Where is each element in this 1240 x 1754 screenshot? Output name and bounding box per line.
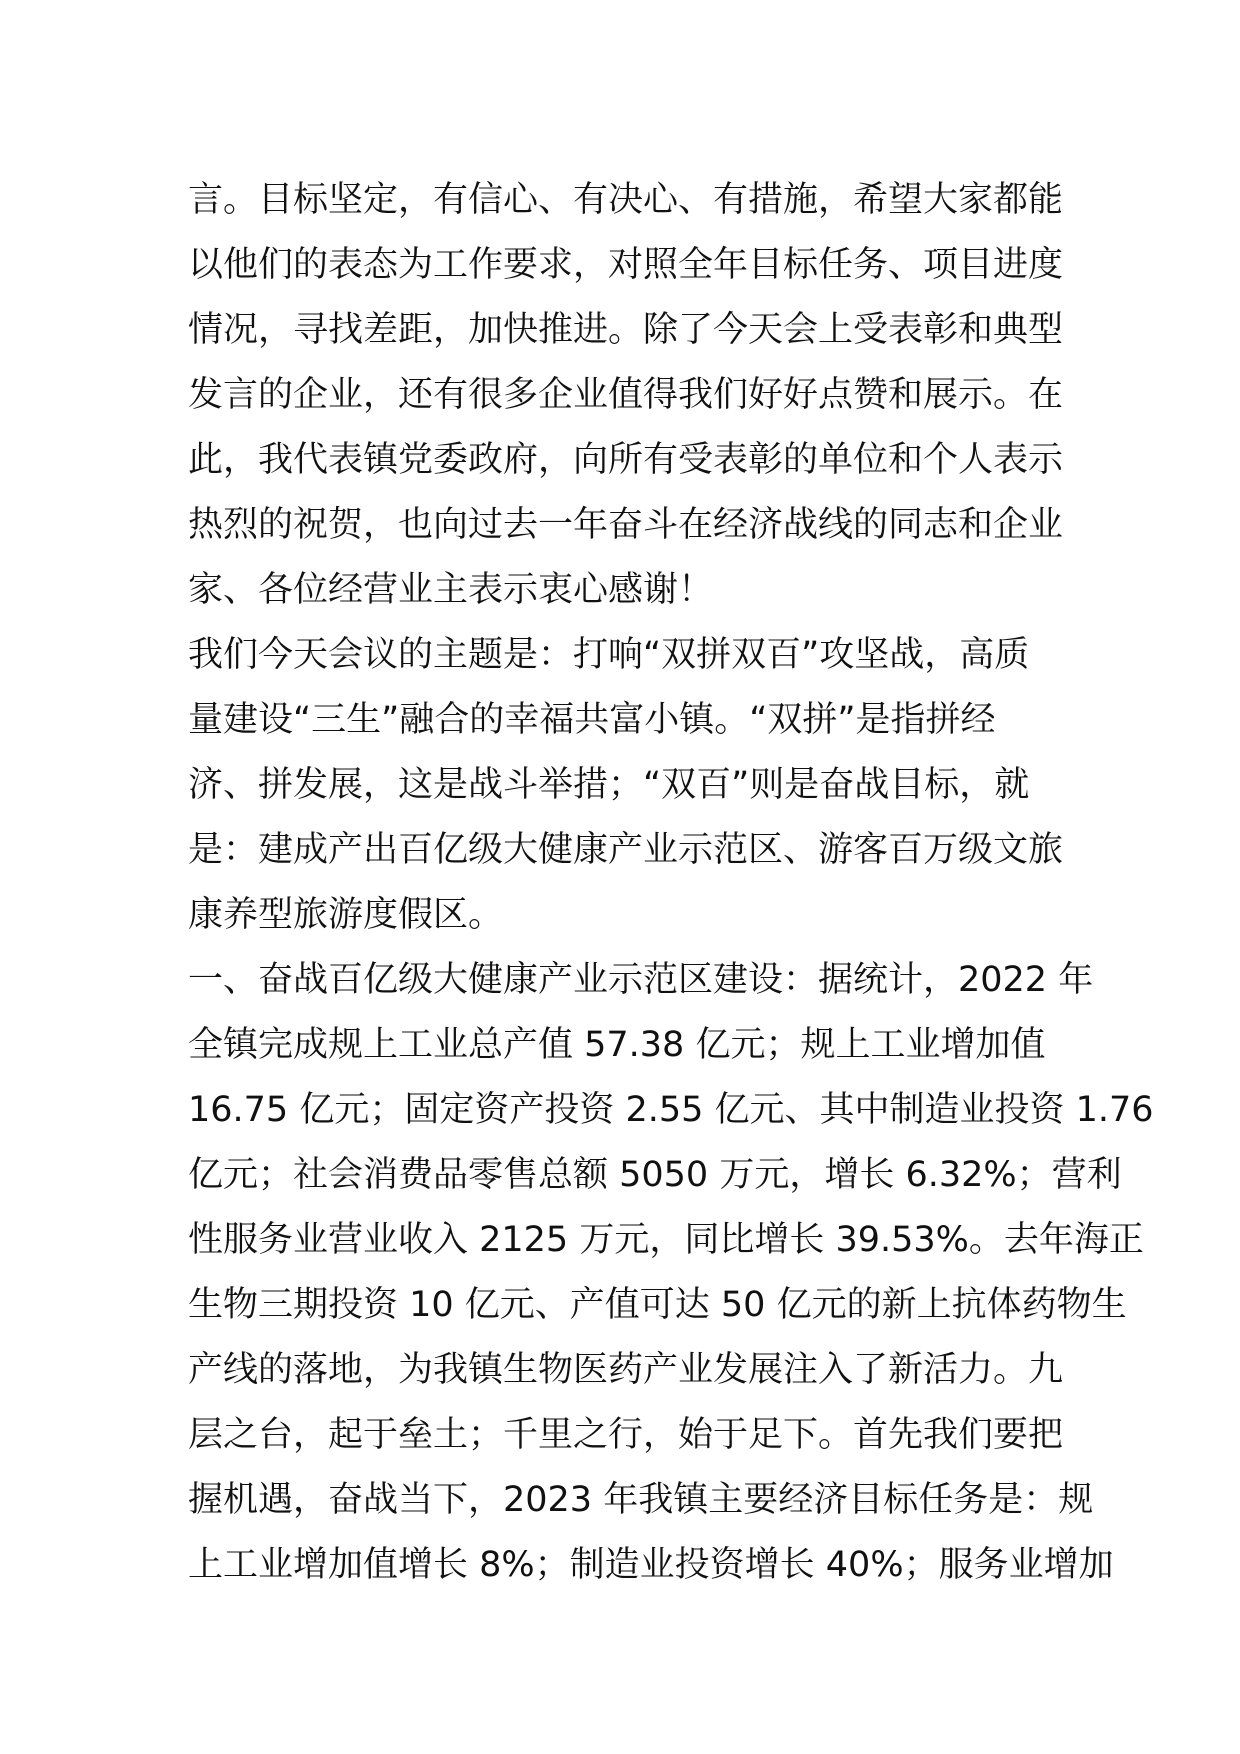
text-line: 层之台，起于垒土；千里之行，始于足下。首先我们要把 [188, 1415, 1064, 1455]
text-line: 热烈的祝贺，也向过去一年奋斗在经济战线的同志和企业 [188, 505, 1064, 545]
text-line: 康养型旅游度假区。 [188, 895, 504, 935]
text-line: 我们今天会议的主题是：打响“双拼双百”攻坚战，高质 [188, 635, 1030, 675]
text-line: 言。目标坚定，有信心、有决心、有措施，希望大家都能 [188, 180, 1064, 220]
text-line: 此，我代表镇党委政府，向所有受表彰的单位和个人表示 [188, 440, 1064, 480]
text-line: 性服务业营业收入 2125 万元，同比增长 39.53%。去年海正 [188, 1220, 1144, 1260]
text-line: 生物三期投资 10 亿元、产值可达 50 亿元的新上抗体药物生 [188, 1285, 1127, 1325]
text-line: 亿元；社会消费品零售总额 5050 万元，增长 6.32%；营利 [188, 1155, 1122, 1195]
text-line: 16.75 亿元；固定资产投资 2.55 亿元、其中制造业投资 1.76 [188, 1090, 1154, 1130]
text-line: 发言的企业，还有很多企业值得我们好好点赞和展示。在 [188, 375, 1064, 415]
text-line: 是：建成产出百亿级大健康产业示范区、游客百万级文旅 [188, 830, 1064, 870]
text-line: 握机遇，奋战当下，2023 年我镇主要经济目标任务是：规 [188, 1480, 1094, 1520]
text-line: 上工业增加值增长 8%；制造业投资增长 40%；服务业增加 [188, 1545, 1114, 1585]
body-text [188, 168, 1154, 1598]
text-line: 以他们的表态为工作要求，对照全年目标任务、项目进度 [188, 245, 1064, 285]
text-line: 全镇完成规上工业总产值 57.38 亿元；规上工业增加值 [188, 1025, 1046, 1065]
text-line: 济、拼发展，这是战斗举措；“双百”则是奋战目标，就 [188, 765, 1030, 805]
text-line: 一、奋战百亿级大健康产业示范区建设：据统计，2022 年 [188, 960, 1094, 1000]
text-line: 情况，寻找差距，加快推进。除了今天会上受表彰和典型 [188, 310, 1064, 350]
text-line: 量建设“三生”融合的幸福共富小镇。“双拼”是指拼经 [188, 700, 996, 740]
text-line: 家、各位经营业主表示衷心感谢！ [188, 570, 714, 610]
text-line: 产线的落地，为我镇生物医药产业发展注入了新活力。九 [188, 1350, 1064, 1390]
